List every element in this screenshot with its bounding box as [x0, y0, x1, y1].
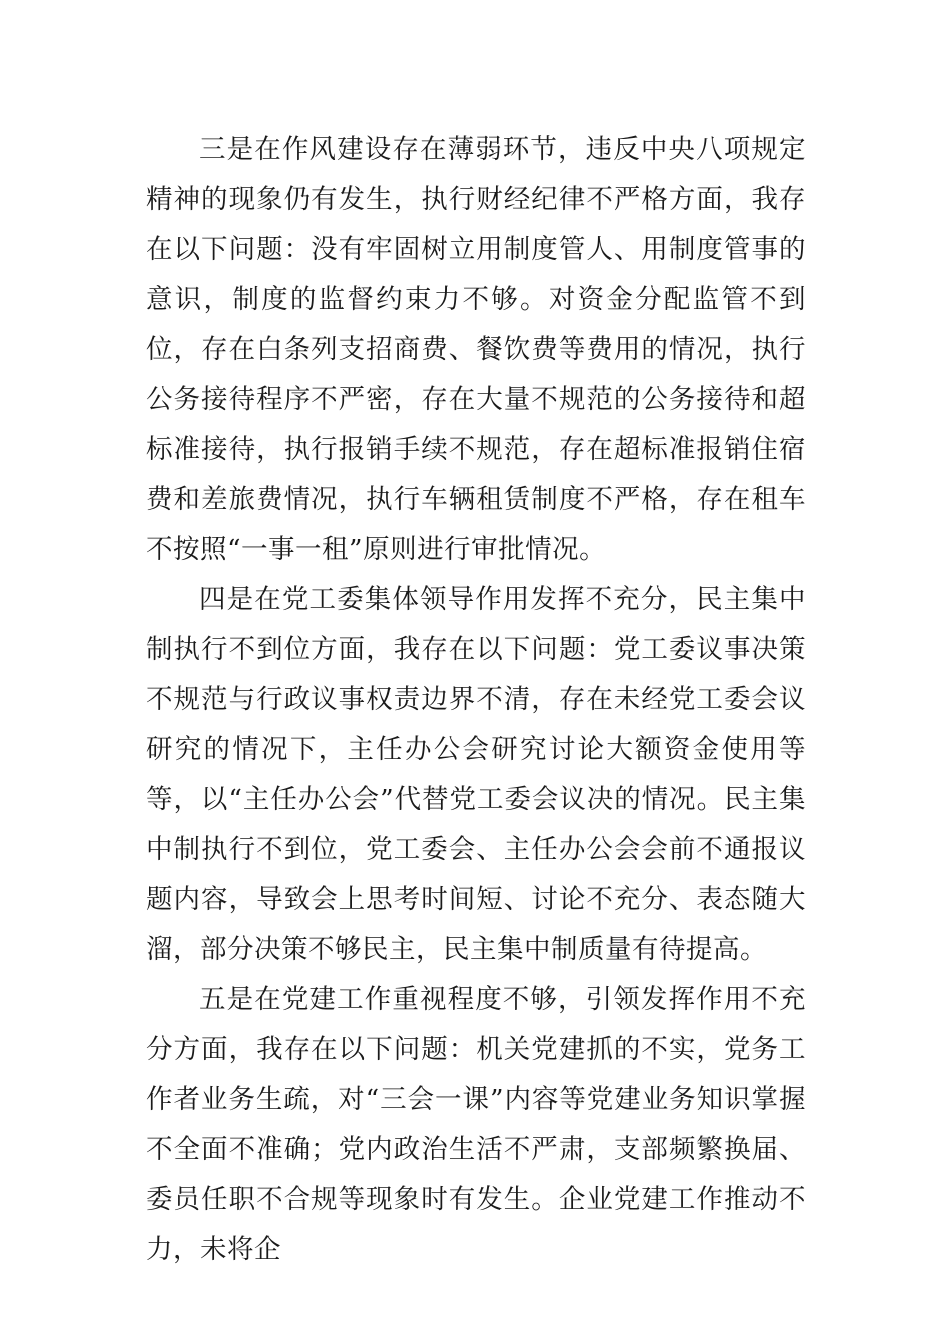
paragraph-4: 四是在党工委集体领导作用发挥不充分，民主集中制执行不到位方面，我存在以下问题：党工委议事决策不规范与行政议事权责边界不清，存在未经党工委会议研究的情况下，主任办公会研究讨论大额资金使用等等，以“主任办公会”代替党工委会议决的情况。民主集中制执行不到位，党工委会、主任办公会会前不通报议题内容，导致会上思考时间短、讨论不充分、表态随大溜，部分决策不够民主，民主集中制质量有待提高。	[146, 584, 806, 965]
paragraph-3: 三是在作风建设存在薄弱环节，违反中央八项规定精神的现象仍有发生，执行财经纪律不严格方面，我存在以下问题：没有牢固树立用制度管人、用制度管事的意识，制度的监督约束力不够。对资金分配监管不到位，存在白条列支招商费、餐饮费等费用的情况，执行公务接待程序不严密，存在大量不规范的公务接待和超标准接待，执行报销手续不规范，存在超标准报销住宿费和差旅费情况，执行车辆租赁制度不严格，存在租车不按照“一事一租”原则进行审批情况。	[146, 134, 806, 565]
document-body	[146, 125, 806, 1275]
paragraph-5: 五是在党建工作重视程度不够，引领发挥作用不充分方面，我存在以下问题：机关党建抓的不实，党务工作者业务生疏，对“三会一课”内容等党建业务知识掌握不全面不准确；党内政治生活不严肃，支部频繁换届、委员任职不合规等现象时有发生。企业党建工作推动不力，未将企	[146, 984, 806, 1265]
